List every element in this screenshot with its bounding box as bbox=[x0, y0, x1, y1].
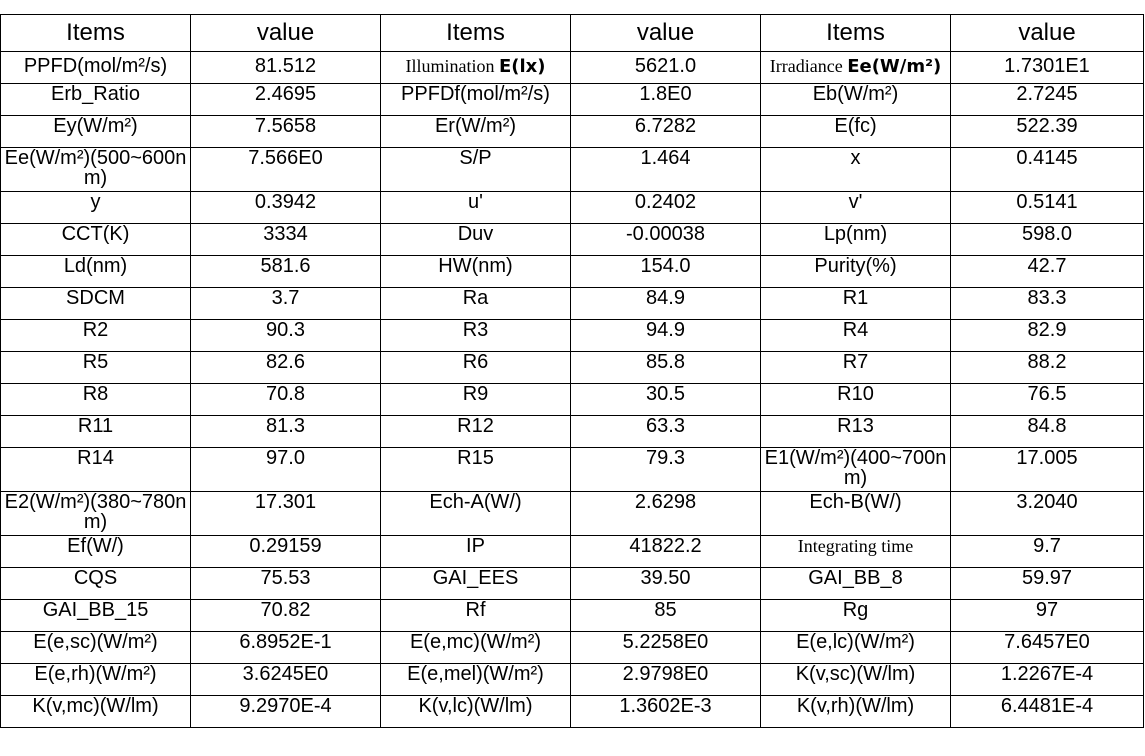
cell-text: 1.2267E-4 bbox=[1000, 663, 1094, 685]
table-row bbox=[1, 416, 1144, 448]
cell-text: 85 bbox=[654, 599, 677, 621]
item-value-cell bbox=[951, 84, 1144, 116]
item-value-cell bbox=[191, 256, 381, 288]
cell-text: 90.3 bbox=[266, 319, 305, 341]
cell-text: 83.3 bbox=[1027, 287, 1067, 309]
item-value-cell bbox=[571, 224, 761, 256]
item-name-cell bbox=[1, 256, 191, 288]
item-name-cell bbox=[761, 116, 951, 148]
item-value-cell bbox=[191, 536, 381, 568]
item-name-cell bbox=[761, 696, 951, 728]
item-value-cell bbox=[191, 600, 381, 632]
cell-text: 7.6457E0 bbox=[1004, 631, 1090, 653]
table-row bbox=[1, 492, 1144, 536]
cell-text: 3.7 bbox=[271, 287, 300, 309]
item-name-cell bbox=[1, 352, 191, 384]
item-value-cell bbox=[951, 192, 1144, 224]
cell-text: v' bbox=[848, 191, 863, 213]
cell-text: K(v,sc)(W/lm) bbox=[795, 663, 916, 685]
item-value-cell bbox=[951, 536, 1144, 568]
cell-text: CCT(K) bbox=[61, 223, 130, 245]
item-name-cell bbox=[761, 448, 951, 492]
table-row bbox=[1, 192, 1144, 224]
item-value-cell bbox=[571, 116, 761, 148]
item-value-cell bbox=[191, 84, 381, 116]
table-row bbox=[1, 84, 1144, 116]
item-value-cell bbox=[571, 148, 761, 192]
item-name-cell bbox=[1, 84, 191, 116]
item-value-cell bbox=[571, 536, 761, 568]
item-value-cell bbox=[951, 52, 1144, 84]
cell-text: E(e,mc)(W/m²) bbox=[409, 631, 542, 653]
table-row bbox=[1, 352, 1144, 384]
cell-text: 0.3942 bbox=[254, 191, 317, 213]
item-value-cell bbox=[951, 148, 1144, 192]
value-header: value bbox=[951, 15, 1144, 52]
value-header: value bbox=[191, 15, 381, 52]
item-value-cell bbox=[191, 384, 381, 416]
cell-text: 94.9 bbox=[646, 319, 685, 341]
item-name-cell bbox=[381, 84, 571, 116]
item-name-cell bbox=[381, 568, 571, 600]
cell-text: 17.005 bbox=[1016, 447, 1078, 469]
cell-text: 17.301 bbox=[254, 491, 317, 513]
item-value-cell bbox=[191, 288, 381, 320]
cell-text: 76.5 bbox=[1027, 383, 1067, 405]
cell-text: PPFD(mol/m²/s) bbox=[23, 55, 168, 77]
cell-text: Ech-A(W/) bbox=[429, 491, 522, 513]
item-value-cell bbox=[191, 448, 381, 492]
item-value-cell bbox=[571, 256, 761, 288]
item-value-cell bbox=[571, 696, 761, 728]
cell-text: 1.8E0 bbox=[639, 83, 692, 105]
items-header: Items bbox=[1, 15, 191, 52]
cell-text: Purity(%) bbox=[814, 255, 897, 277]
cell-text: GAI_BB_15 bbox=[42, 599, 149, 621]
cell-text: E(e,sc)(W/m²) bbox=[33, 631, 158, 653]
item-value-cell bbox=[951, 696, 1144, 728]
item-name-cell bbox=[761, 632, 951, 664]
cell-text: Lp(nm) bbox=[823, 223, 888, 245]
table-row bbox=[1, 288, 1144, 320]
cell-text: IP bbox=[466, 535, 485, 557]
item-name-cell bbox=[761, 320, 951, 352]
item-name-cell bbox=[381, 224, 571, 256]
cell-text: 81.3 bbox=[266, 415, 305, 437]
table-row bbox=[1, 600, 1144, 632]
cell-text: 2.7245 bbox=[1016, 83, 1078, 105]
item-name-cell bbox=[761, 148, 951, 192]
cell-text: 522.39 bbox=[1016, 115, 1078, 137]
item-value-cell bbox=[571, 416, 761, 448]
cell-text: Ee(W/m²) bbox=[847, 56, 942, 77]
item-value-cell bbox=[191, 632, 381, 664]
cell-text: 581.6 bbox=[260, 255, 311, 277]
cell-text: 59.97 bbox=[1021, 567, 1073, 589]
table-row bbox=[1, 448, 1144, 492]
table-row bbox=[1, 632, 1144, 664]
item-name-cell bbox=[761, 492, 951, 536]
cell-text: 5.2258E0 bbox=[622, 631, 709, 653]
value-header: value bbox=[571, 15, 761, 52]
cell-text: 2.4695 bbox=[254, 83, 317, 105]
cell-text: R11 bbox=[77, 415, 114, 437]
cell-text: 70.8 bbox=[266, 383, 305, 405]
cell-text: R6 bbox=[462, 351, 489, 373]
cell-text: E(e,mel)(W/m²) bbox=[407, 663, 544, 685]
item-value-cell bbox=[571, 52, 761, 84]
cell-text: 82.6 bbox=[266, 351, 305, 373]
cell-text: 75.53 bbox=[260, 567, 311, 589]
cell-text: 70.82 bbox=[260, 599, 311, 621]
item-value-cell bbox=[951, 116, 1144, 148]
cell-text: 41822.2 bbox=[629, 535, 702, 557]
cell-text: E(e,rh)(W/m²) bbox=[34, 663, 157, 685]
item-value-cell bbox=[951, 600, 1144, 632]
item-name-cell bbox=[381, 536, 571, 568]
item-name-cell bbox=[381, 52, 571, 84]
cell-text: 154.0 bbox=[640, 255, 691, 277]
item-name-cell bbox=[761, 536, 951, 568]
item-value-cell bbox=[191, 352, 381, 384]
item-value-cell bbox=[571, 384, 761, 416]
cell-text: 6.4481E-4 bbox=[1000, 695, 1094, 717]
cell-text: 39.50 bbox=[640, 567, 691, 589]
cell-text: CQS bbox=[73, 567, 118, 589]
cell-text: 82.9 bbox=[1027, 319, 1067, 341]
item-value-cell bbox=[951, 352, 1144, 384]
cell-text: 81.512 bbox=[254, 55, 317, 77]
cell-text: E(fc) bbox=[834, 115, 877, 137]
cell-text: 6.7282 bbox=[634, 115, 697, 137]
item-name-cell bbox=[1, 536, 191, 568]
item-value-cell bbox=[951, 288, 1144, 320]
cell-text: 1.464 bbox=[640, 147, 691, 169]
table-row bbox=[1, 52, 1144, 84]
item-name-cell bbox=[381, 696, 571, 728]
cell-text: 42.7 bbox=[1027, 255, 1067, 277]
item-value-cell bbox=[951, 568, 1144, 600]
cell-text: 0.4145 bbox=[1016, 147, 1078, 169]
item-name-cell bbox=[761, 192, 951, 224]
item-name-cell bbox=[381, 256, 571, 288]
cell-text: 3.2040 bbox=[1016, 491, 1078, 513]
cell-text: 2.6298 bbox=[634, 491, 697, 513]
cell-text: Er(W/m²) bbox=[434, 115, 517, 137]
item-name-cell bbox=[1, 664, 191, 696]
item-name-cell bbox=[381, 116, 571, 148]
item-name-cell bbox=[1, 696, 191, 728]
item-name-cell bbox=[381, 148, 571, 192]
item-value-cell bbox=[571, 632, 761, 664]
cell-text: 85.8 bbox=[646, 351, 685, 373]
item-name-cell bbox=[381, 352, 571, 384]
cell-text: 7.5658 bbox=[254, 115, 317, 137]
cell-text: Ee(W/m²)(500~600nm) bbox=[4, 147, 187, 189]
item-name-cell bbox=[381, 320, 571, 352]
item-value-cell bbox=[191, 116, 381, 148]
item-name-cell bbox=[381, 192, 571, 224]
cell-text: R9 bbox=[462, 383, 489, 405]
item-value-cell bbox=[951, 632, 1144, 664]
item-name-cell bbox=[1, 568, 191, 600]
cell-text: K(v,lc)(W/lm) bbox=[418, 695, 533, 717]
cell-text: Integrating time bbox=[797, 536, 914, 556]
cell-text: Ech-B(W/) bbox=[809, 491, 902, 513]
cell-text: Ey(W/m²) bbox=[53, 115, 138, 137]
item-name-cell bbox=[381, 664, 571, 696]
item-value-cell bbox=[951, 448, 1144, 492]
cell-text: Ra bbox=[462, 287, 489, 309]
item-value-cell bbox=[191, 148, 381, 192]
cell-text: E1(W/m²)(400~700nm) bbox=[764, 447, 947, 489]
item-name-cell bbox=[381, 492, 571, 536]
cell-text: u' bbox=[468, 191, 483, 213]
cell-text: 97.0 bbox=[266, 447, 305, 469]
cell-text: 598.0 bbox=[1021, 223, 1073, 245]
item-name-cell bbox=[761, 288, 951, 320]
cell-text: Duv bbox=[457, 223, 494, 245]
item-name-cell bbox=[1, 600, 191, 632]
measurement-table bbox=[0, 14, 1144, 728]
item-name-cell bbox=[761, 52, 951, 84]
cell-text: 1.3602E-3 bbox=[619, 695, 712, 717]
item-value-cell bbox=[951, 416, 1144, 448]
cell-text: 79.3 bbox=[646, 447, 685, 469]
item-value-cell bbox=[571, 664, 761, 696]
item-value-cell bbox=[571, 320, 761, 352]
item-name-cell bbox=[1, 416, 191, 448]
item-value-cell bbox=[191, 320, 381, 352]
table-row bbox=[1, 664, 1144, 696]
cell-text: y bbox=[90, 191, 101, 213]
item-value-cell bbox=[951, 492, 1144, 536]
item-value-cell bbox=[571, 568, 761, 600]
item-value-cell bbox=[951, 664, 1144, 696]
cell-text: R1 bbox=[842, 287, 869, 309]
cell-text: E(e,lc)(W/m²) bbox=[796, 631, 915, 653]
item-name-cell bbox=[381, 600, 571, 632]
item-name-cell bbox=[761, 84, 951, 116]
item-name-cell bbox=[761, 352, 951, 384]
cell-text: 3334 bbox=[263, 223, 308, 245]
items-header: Items bbox=[381, 15, 571, 52]
items-header: Items bbox=[761, 15, 951, 52]
item-value-cell bbox=[191, 492, 381, 536]
item-name-cell bbox=[381, 632, 571, 664]
cell-text: PPFDf(mol/m²/s) bbox=[401, 83, 550, 105]
cell-text: 3.6245E0 bbox=[242, 663, 329, 685]
item-name-cell bbox=[761, 256, 951, 288]
table-row bbox=[1, 696, 1144, 728]
item-value-cell bbox=[951, 320, 1144, 352]
cell-text: Rf bbox=[465, 599, 486, 621]
item-name-cell bbox=[1, 52, 191, 84]
cell-text: 1.7301E1 bbox=[1004, 55, 1090, 77]
item-name-cell bbox=[761, 600, 951, 632]
table-row bbox=[1, 116, 1144, 148]
cell-text: GAI_BB_8 bbox=[808, 567, 903, 589]
table-row bbox=[1, 320, 1144, 352]
item-name-cell bbox=[1, 492, 191, 536]
item-value-cell bbox=[191, 192, 381, 224]
cell-text: 0.2402 bbox=[634, 191, 697, 213]
item-name-cell bbox=[381, 416, 571, 448]
item-name-cell bbox=[1, 288, 191, 320]
cell-text: R3 bbox=[462, 319, 489, 341]
item-value-cell bbox=[951, 256, 1144, 288]
item-name-cell bbox=[1, 384, 191, 416]
item-value-cell bbox=[571, 492, 761, 536]
item-value-cell bbox=[571, 600, 761, 632]
cell-text: 9.7 bbox=[1033, 535, 1061, 557]
item-value-cell bbox=[191, 224, 381, 256]
cell-text: Rg bbox=[842, 599, 869, 621]
item-name-cell bbox=[761, 416, 951, 448]
item-name-cell bbox=[761, 384, 951, 416]
cell-text: R12 bbox=[457, 415, 494, 437]
cell-text: 63.3 bbox=[646, 415, 685, 437]
item-name-cell bbox=[1, 224, 191, 256]
cell-text: 9.2970E-4 bbox=[239, 695, 332, 717]
cell-text: 97 bbox=[1035, 599, 1059, 621]
item-value-cell bbox=[951, 224, 1144, 256]
cell-text: K(v,rh)(W/lm) bbox=[796, 695, 915, 717]
table-row bbox=[1, 384, 1144, 416]
cell-text: Irradiance bbox=[769, 56, 848, 76]
cell-text: 30.5 bbox=[646, 383, 685, 405]
cell-text: Illumination bbox=[405, 56, 499, 76]
item-name-cell bbox=[381, 288, 571, 320]
cell-text: K(v,mc)(W/lm) bbox=[32, 695, 159, 717]
cell-text: R7 bbox=[842, 351, 869, 373]
cell-text: R2 bbox=[82, 319, 109, 341]
cell-text: Ld(nm) bbox=[63, 255, 128, 277]
cell-text: R13 bbox=[837, 415, 874, 437]
item-value-cell bbox=[191, 52, 381, 84]
cell-text: 84.8 bbox=[1027, 415, 1067, 437]
cell-text: -0.00038 bbox=[626, 223, 705, 245]
item-value-cell bbox=[191, 568, 381, 600]
cell-text: R10 bbox=[837, 383, 874, 405]
item-value-cell bbox=[571, 352, 761, 384]
cell-text: 7.566E0 bbox=[248, 147, 323, 169]
cell-text: 0.29159 bbox=[249, 535, 322, 557]
item-value-cell bbox=[191, 416, 381, 448]
item-value-cell bbox=[571, 84, 761, 116]
cell-text: E2(W/m²)(380~780nm) bbox=[4, 491, 187, 533]
item-name-cell bbox=[761, 224, 951, 256]
item-value-cell bbox=[571, 192, 761, 224]
table-row bbox=[1, 148, 1144, 192]
item-name-cell bbox=[761, 568, 951, 600]
cell-text: R15 bbox=[457, 447, 494, 469]
cell-text: R8 bbox=[82, 383, 109, 405]
cell-text: 6.8952E-1 bbox=[239, 631, 332, 653]
cell-text: R5 bbox=[82, 351, 109, 373]
cell-text: Ef(W/) bbox=[67, 535, 124, 557]
item-value-cell bbox=[571, 448, 761, 492]
item-name-cell bbox=[1, 632, 191, 664]
item-name-cell bbox=[1, 116, 191, 148]
cell-text: S/P bbox=[459, 147, 492, 169]
cell-text: x bbox=[850, 147, 861, 169]
cell-text: GAI_EES bbox=[432, 567, 519, 589]
table-row bbox=[1, 224, 1144, 256]
cell-text: R4 bbox=[842, 319, 869, 341]
cell-text: 2.9798E0 bbox=[622, 663, 709, 685]
item-name-cell bbox=[1, 192, 191, 224]
cell-text: 84.9 bbox=[646, 287, 685, 309]
item-name-cell bbox=[1, 448, 191, 492]
cell-text: 5621.0 bbox=[634, 55, 697, 77]
item-name-cell bbox=[761, 664, 951, 696]
item-value-cell bbox=[191, 664, 381, 696]
table-row bbox=[1, 568, 1144, 600]
table-row bbox=[1, 536, 1144, 568]
cell-text: SDCM bbox=[66, 287, 125, 309]
item-name-cell bbox=[381, 384, 571, 416]
item-value-cell bbox=[191, 696, 381, 728]
cell-text: 88.2 bbox=[1027, 351, 1067, 373]
item-name-cell bbox=[1, 320, 191, 352]
item-name-cell bbox=[1, 148, 191, 192]
cell-text: HW(nm) bbox=[438, 255, 513, 277]
table-row bbox=[1, 256, 1144, 288]
cell-text: Eb(W/m²) bbox=[812, 83, 899, 105]
item-value-cell bbox=[571, 288, 761, 320]
cell-text: R14 bbox=[77, 447, 114, 469]
header-row bbox=[1, 15, 1144, 52]
cell-text: E(lx) bbox=[498, 56, 546, 77]
cell-text: 0.5141 bbox=[1016, 191, 1078, 213]
item-value-cell bbox=[951, 384, 1144, 416]
cell-text: Erb_Ratio bbox=[51, 83, 140, 105]
item-name-cell bbox=[381, 448, 571, 492]
